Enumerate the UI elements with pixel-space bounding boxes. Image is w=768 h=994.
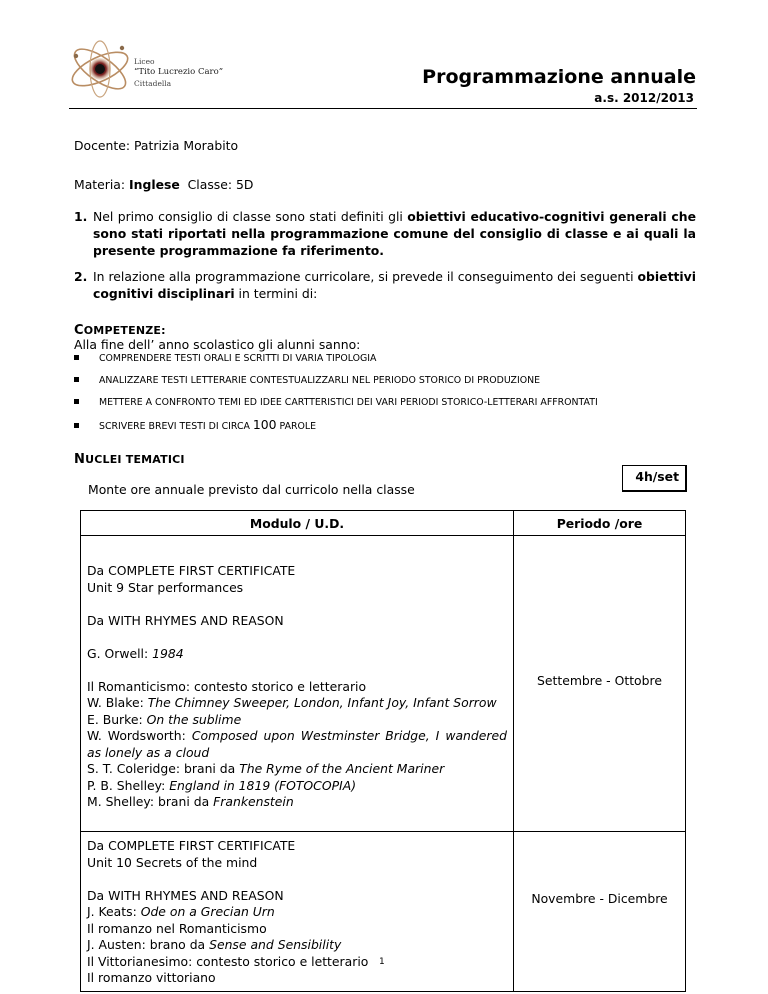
module-text: Da WITH RHYMES AND REASON [87,612,284,628]
module-line [87,613,507,630]
work-title: Frankenstein [213,794,294,809]
spacer [87,596,507,613]
module-text: J. Austen: brano da [87,937,210,952]
table-header-row [81,511,686,536]
list-item: SCRIVERE BREVI TESTI DI CIRCA 100 PAROLE [74,417,316,432]
spacer [87,629,507,646]
module-line [87,712,507,729]
module-text: Il romanzo nel Romanticismo [87,920,267,936]
module-line [87,954,507,971]
module-text: Il Vittorianesimo: contesto storico e letterario [87,953,369,969]
module-text: G. Orwell: [87,645,153,661]
module-text: J. Keats: [87,904,141,919]
point-number: 2. [74,269,88,284]
module-text: Unit 9 Star performances [87,579,244,595]
module-text: Da WITH RHYMES AND REASON [87,887,284,903]
module-line [87,794,507,811]
header-rule [69,108,697,109]
module-line [87,695,507,712]
module-text: Il Romanticismo: contesto storico e letterario [87,678,367,694]
module-cell [81,536,514,832]
work-title: Sense and Sensibility [209,937,342,952]
module-line [87,838,507,855]
table-row [81,832,686,992]
hours-box [622,465,687,492]
module-text: M. Shelley: brani da [87,794,214,809]
module-line [87,580,507,597]
work-title: 1984 [152,645,184,661]
school-year: a.s. 2012/2013 [594,91,694,105]
module-line [87,970,507,987]
logo-line-3: Cittadella [134,79,172,88]
hours-label: Monte ore annuale previsto dal curricolo nella classe [88,482,415,497]
module-line [87,855,507,872]
column-header-period: Periodo /ore [514,511,686,536]
module-line [87,728,507,761]
module-line [87,761,507,778]
module-line [87,563,507,580]
module-text: Unit 10 Secrets of the mind [87,854,258,870]
work-title: On the sublime [146,711,242,727]
class-label: Classe: 5D [187,177,254,192]
module-text: Da COMPLETE FIRST CERTIFICATE [87,563,296,578]
module-text: Il romanzo vittoriano [87,970,216,985]
list-item: COMPRENDERE TESTI ORALI E SCRITTI DI VARIA TIPOLOGIA [74,353,376,364]
teacher-line: Docente: Patrizia Morabito [74,138,239,153]
logo-line-2: “Tito Lucrezio Caro” [134,67,224,77]
list-item: ANALIZZARE TESTI LETTERARIE CONTESTUALIZZARLI NEL PERIODO STORICO DI PRODUZIONE [74,375,540,386]
competenze-heading: COMPETENZE: [74,323,166,338]
modules-table [80,510,686,992]
work-title: The Chimney Sweeper, London, Infant Joy, Infant Sorrow [147,695,497,710]
point-number: 1. [74,209,88,224]
module-text: Da COMPLETE FIRST CERTIFICATE [87,838,296,853]
table-row [81,536,686,832]
module-line [87,921,507,938]
module-line [87,904,507,921]
module-text: E. Burke: [87,711,147,727]
school-logo [70,38,224,100]
module-line [87,679,507,696]
period-cell: Settembre - Ottobre [514,536,686,832]
subject-line [74,177,253,192]
document-title: Programmazione annuale [422,66,696,88]
point-2: 2. In relazione alla programmazione curricolare, si prevede il conseguimento dei seguenti obiettivi cognitivi disciplinari in termini di: [74,269,696,301]
work-title: Composed upon Westminster Bridge, I wandered as lonely as a cloud [87,728,507,760]
work-title: England in 1819 (FOTOCOPIA) [169,777,357,793]
competenze-intro: Alla fine dell’ anno scolastico gli alunni sanno: [74,337,361,352]
period-cell: Novembre - Dicembre [514,832,686,992]
column-header-module: Modulo / U.D. [81,511,514,536]
module-text: W. Wordsworth: [87,728,192,743]
nuclei-heading: NUCLEI TEMATICI [74,452,185,467]
page-number: 1 [379,957,385,967]
spacer [87,871,507,888]
subject-label: Materia: [74,177,130,192]
module-line [87,778,507,795]
point-1: 1. Nel primo consiglio di classe sono stati definiti gli obiettivi educativo-cognitivi generali che sono stati riportati nella programmazione comune del consiglio di classe e ai quali la presente programmazione fa riferimento. [74,209,696,258]
module-text: S. T. Coleridge: brani da [87,761,240,776]
work-title: The Ryme of the Ancient Mariner [239,761,445,776]
module-text: W. Blake: [87,695,148,710]
spacer [87,811,507,828]
module-cell [81,832,514,992]
spacer [87,662,507,679]
module-line [87,646,507,663]
hours-value: 4h/set [635,469,679,484]
list-item: METTERE A CONFRONTO TEMI ED IDEE CARTTERISTICI DEI VARI PERIODI STORICO-LETTERARI AFFRONTATI [74,397,598,408]
module-text: P. B. Shelley: [87,777,170,793]
logo-line-1: Liceo [134,57,155,66]
work-title: Ode on a Grecian Urn [140,904,275,919]
module-line [87,888,507,905]
subject-value: Inglese [129,177,180,192]
module-line [87,937,507,954]
